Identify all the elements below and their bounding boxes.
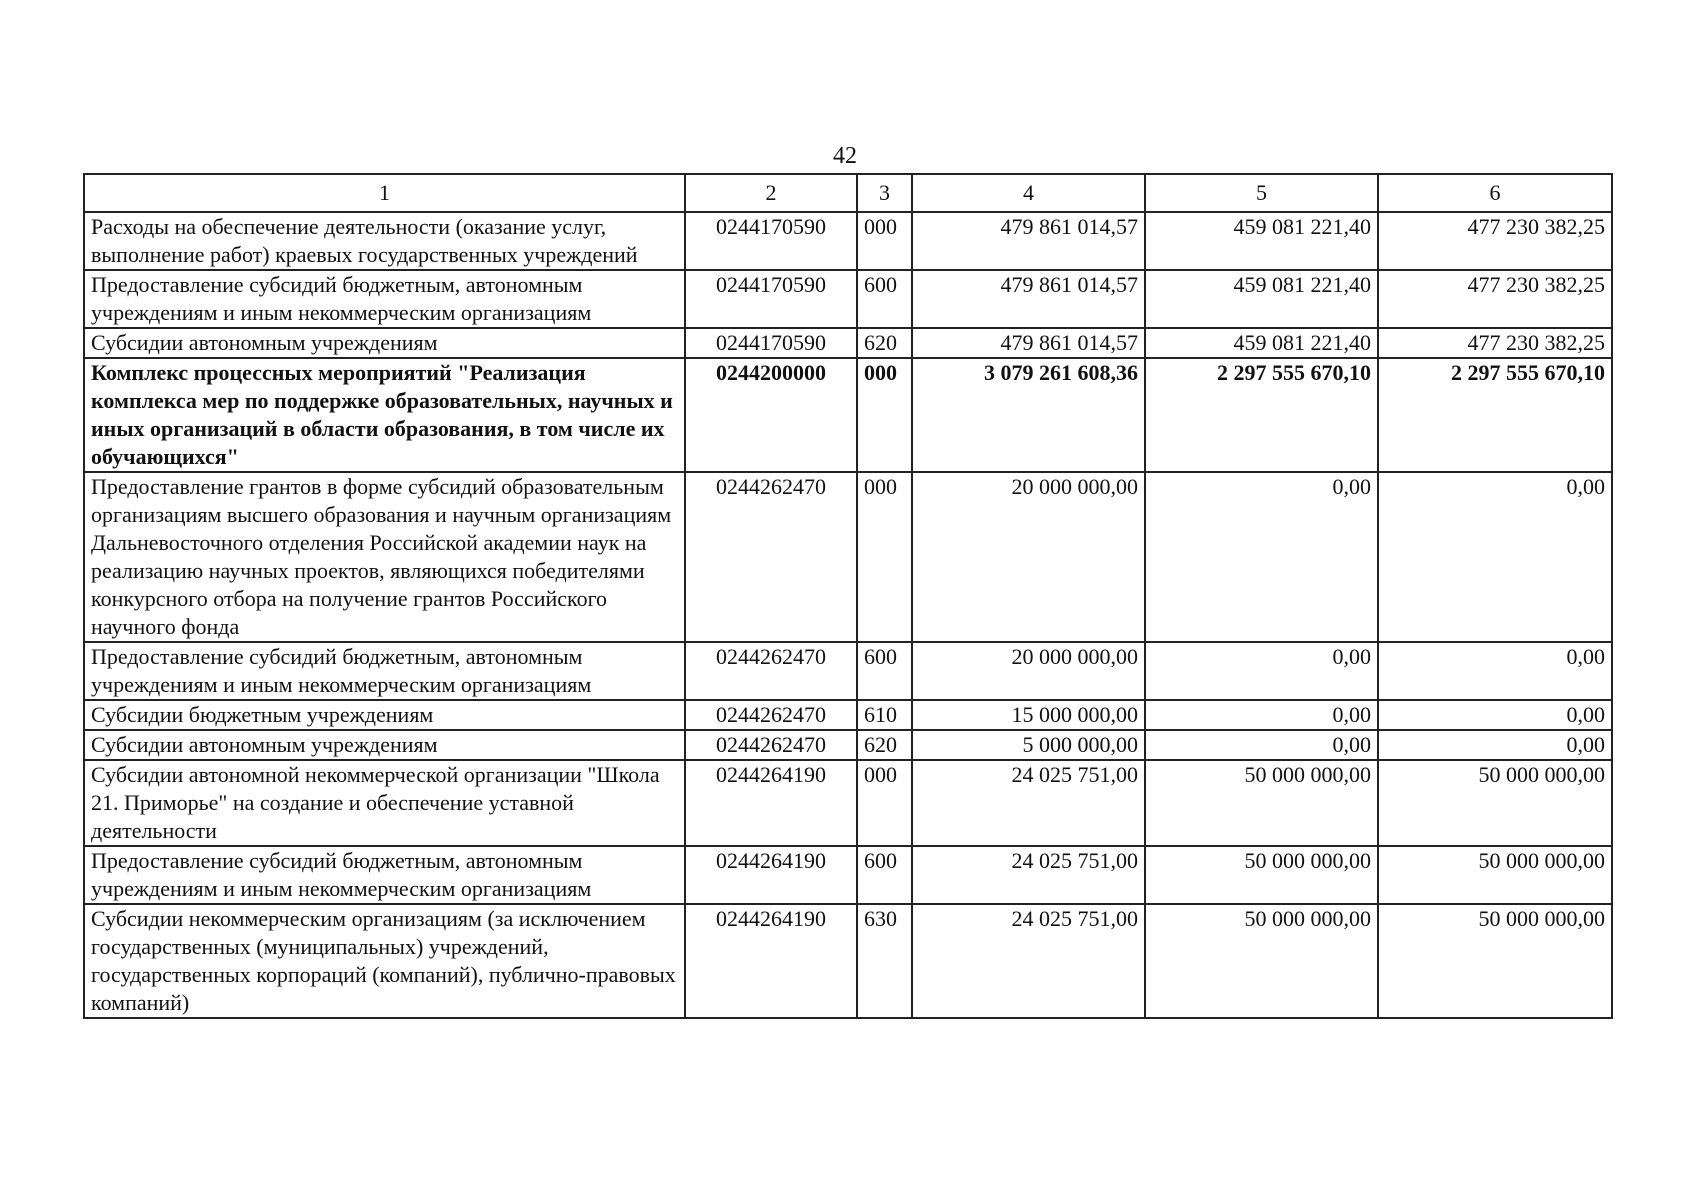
table-row <box>84 642 1612 700</box>
row-value-4-cell: 24 025 751,00 <box>912 904 1145 1018</box>
row-value-4-cell: 24 025 751,00 <box>912 846 1145 904</box>
row-kind-cell: 000 <box>857 212 912 270</box>
row-value-4-cell: 5 000 000,00 <box>912 730 1145 760</box>
row-name-cell: Комплекс процессных мероприятий "Реализация комплекса мер по поддержке образовательных, научных и иных организаций в области образования, в том числе их обучающихся" <box>84 358 685 472</box>
table-row <box>84 700 1612 730</box>
row-value-5-cell: 0,00 <box>1145 730 1378 760</box>
row-value-5-cell: 0,00 <box>1145 472 1378 642</box>
row-value-4-cell: 24 025 751,00 <box>912 760 1145 846</box>
row-value-6-cell: 50 000 000,00 <box>1378 904 1612 1018</box>
row-code-cell: 0244262470 <box>685 730 857 760</box>
row-name-cell: Субсидии автономной некоммерческой организации "Школа 21. Приморье" на создание и обеспечение уставной деятельности <box>84 760 685 846</box>
column-header-1: 1 <box>84 174 685 212</box>
row-name-cell: Предоставление субсидий бюджетным, автономным учреждениям и иным некоммерческим организациям <box>84 846 685 904</box>
row-value-4-cell: 479 861 014,57 <box>912 212 1145 270</box>
row-value-6-cell: 2 297 555 670,10 <box>1378 358 1612 472</box>
row-value-4-cell: 3 079 261 608,36 <box>912 358 1145 472</box>
row-name-cell: Предоставление субсидий бюджетным, автономным учреждениям и иным некоммерческим организациям <box>84 642 685 700</box>
row-value-4-cell: 15 000 000,00 <box>912 700 1145 730</box>
row-code-cell: 0244170590 <box>685 328 857 358</box>
row-code-cell: 0244264190 <box>685 846 857 904</box>
row-code-cell: 0244264190 <box>685 904 857 1018</box>
row-value-5-cell: 459 081 221,40 <box>1145 212 1378 270</box>
row-kind-cell: 610 <box>857 700 912 730</box>
row-name-cell: Предоставление грантов в форме субсидий образовательным организациям высшего образования и научным организациям Дальневосточного отделения Российской академии наук на реализацию научных проектов, являющихся победителями конкурсного отбора на получение грантов Российского научного фонда <box>84 472 685 642</box>
row-value-6-cell: 0,00 <box>1378 700 1612 730</box>
row-kind-cell: 630 <box>857 904 912 1018</box>
row-value-6-cell: 0,00 <box>1378 730 1612 760</box>
budget-table <box>83 173 1613 1019</box>
row-value-5-cell: 0,00 <box>1145 642 1378 700</box>
row-value-6-cell: 477 230 382,25 <box>1378 328 1612 358</box>
row-name-cell: Субсидии автономным учреждениям <box>84 730 685 760</box>
column-header-6: 6 <box>1378 174 1612 212</box>
row-value-6-cell: 477 230 382,25 <box>1378 212 1612 270</box>
row-kind-cell: 000 <box>857 472 912 642</box>
row-kind-cell: 620 <box>857 328 912 358</box>
row-value-5-cell: 0,00 <box>1145 700 1378 730</box>
row-code-cell: 0244262470 <box>685 642 857 700</box>
column-header-4: 4 <box>912 174 1145 212</box>
column-header-2: 2 <box>685 174 857 212</box>
row-name-cell: Расходы на обеспечение деятельности (оказание услуг, выполнение работ) краевых государственных учреждений <box>84 212 685 270</box>
row-name-cell: Субсидии некоммерческим организациям (за исключением государственных (муниципальных) учреждений, государственных корпораций (компаний), публично-правовых компаний) <box>84 904 685 1018</box>
table-row <box>84 212 1612 270</box>
row-value-6-cell: 477 230 382,25 <box>1378 270 1612 328</box>
row-value-4-cell: 479 861 014,57 <box>912 270 1145 328</box>
row-value-4-cell: 20 000 000,00 <box>912 642 1145 700</box>
row-value-4-cell: 20 000 000,00 <box>912 472 1145 642</box>
row-name-cell: Субсидии бюджетным учреждениям <box>84 700 685 730</box>
row-code-cell: 0244200000 <box>685 358 857 472</box>
table-row <box>84 730 1612 760</box>
row-code-cell: 0244264190 <box>685 760 857 846</box>
row-kind-cell: 000 <box>857 358 912 472</box>
row-value-5-cell: 459 081 221,40 <box>1145 328 1378 358</box>
row-kind-cell: 600 <box>857 642 912 700</box>
row-value-5-cell: 50 000 000,00 <box>1145 846 1378 904</box>
row-value-5-cell: 50 000 000,00 <box>1145 904 1378 1018</box>
row-kind-cell: 000 <box>857 760 912 846</box>
row-value-6-cell: 0,00 <box>1378 472 1612 642</box>
table-row <box>84 328 1612 358</box>
row-value-5-cell: 50 000 000,00 <box>1145 760 1378 846</box>
row-kind-cell: 600 <box>857 846 912 904</box>
table-row <box>84 760 1612 846</box>
page-number: 42 <box>833 143 857 169</box>
row-name-cell: Субсидии автономным учреждениям <box>84 328 685 358</box>
table-row <box>84 472 1612 642</box>
row-value-6-cell: 50 000 000,00 <box>1378 846 1612 904</box>
row-code-cell: 0244262470 <box>685 472 857 642</box>
table-row <box>84 846 1612 904</box>
table-body <box>84 212 1612 1018</box>
row-value-6-cell: 0,00 <box>1378 642 1612 700</box>
row-code-cell: 0244262470 <box>685 700 857 730</box>
row-kind-cell: 620 <box>857 730 912 760</box>
column-header-3: 3 <box>857 174 912 212</box>
table-row <box>84 358 1612 472</box>
row-name-cell: Предоставление субсидий бюджетным, автономным учреждениям и иным некоммерческим организациям <box>84 270 685 328</box>
row-value-4-cell: 479 861 014,57 <box>912 328 1145 358</box>
row-code-cell: 0244170590 <box>685 270 857 328</box>
row-value-5-cell: 459 081 221,40 <box>1145 270 1378 328</box>
column-header-5: 5 <box>1145 174 1378 212</box>
table-row <box>84 904 1612 1018</box>
row-value-5-cell: 2 297 555 670,10 <box>1145 358 1378 472</box>
row-kind-cell: 600 <box>857 270 912 328</box>
table-row <box>84 270 1612 328</box>
table-header-row <box>84 174 1612 212</box>
row-code-cell: 0244170590 <box>685 212 857 270</box>
row-value-6-cell: 50 000 000,00 <box>1378 760 1612 846</box>
